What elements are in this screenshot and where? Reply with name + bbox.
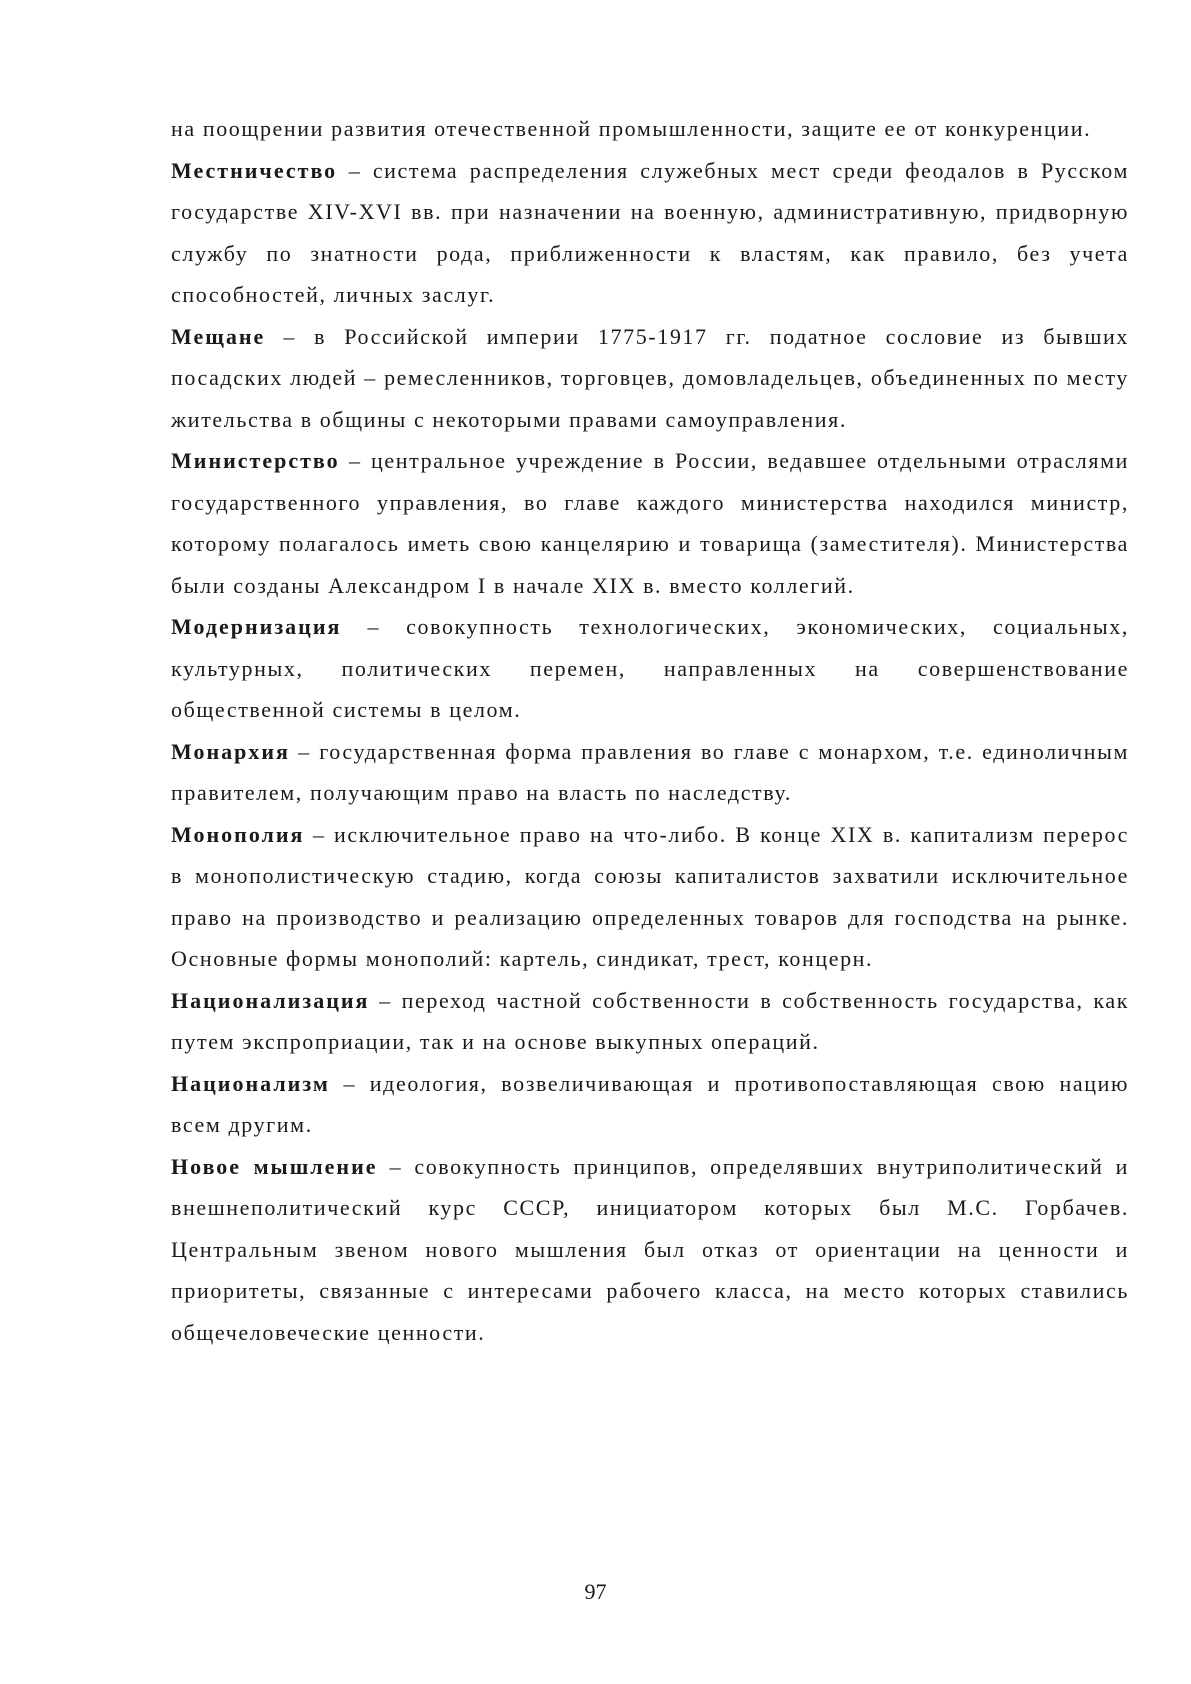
- glossary-definition: – переход частной собственности в собственность государства, как путем экспроприации, так и на основе выкупных операций.: [171, 987, 1129, 1054]
- document-body: [171, 108, 1129, 1353]
- glossary-definition: – совокупность принципов, определявших внутриполитический и внешнеполитический курс СССР, инициатором которых был М.С. Горбачев. Центральным звеном нового мышления был отказ от ориентации на ценности и приоритеты, связанные с интересами рабочего класса, на место которых ставились общечеловеческие ценности.: [171, 1153, 1129, 1345]
- glossary-definition: – исключительное право на что-либо. В конце XIX в. капитализм перерос в монополистическую стадию, когда союзы капиталистов захватили исключительное право на производство и реализацию определенных товаров для господства на рынке. Основные формы монополий: картель, синдикат, трест, концерн.: [171, 821, 1129, 971]
- glossary-term: Монополия: [171, 821, 305, 847]
- glossary-entry: [171, 1063, 1129, 1146]
- glossary-entry: [171, 150, 1129, 316]
- glossary-entry: [171, 814, 1129, 980]
- glossary-term: Мещане: [171, 323, 266, 349]
- glossary-entry: [171, 1146, 1129, 1354]
- glossary-term: Местничество: [171, 157, 338, 183]
- glossary-entry: [171, 980, 1129, 1063]
- glossary-definition: на поощрении развития отечественной промышленности, защите ее от конкуренции.: [171, 116, 1092, 141]
- glossary-entry: [171, 440, 1129, 606]
- glossary-definition: – идеология, возвеличивающая и противопоставляющая свою нацию всем другим.: [171, 1070, 1129, 1137]
- glossary-entry: [171, 731, 1129, 814]
- glossary-definition: – система распределения служебных мест среди феодалов в Русском государстве XIV-XVI вв. при назначении на военную, административную, придворную службу по знатности рода, приближенности к властям, как правило, без учета способностей, личных заслуг.: [171, 157, 1129, 307]
- glossary-entry: [171, 316, 1129, 441]
- glossary-entry: [171, 108, 1129, 150]
- glossary-definition: – совокупность технологических, экономических, социальных, культурных, политических перемен, направленных на совершенствование общественной системы в целом.: [171, 614, 1129, 722]
- glossary-term: Монархия: [171, 738, 290, 764]
- glossary-definition: – государственная форма правления во главе с монархом, т.е. единоличным правителем, получающим право на власть по наследству.: [171, 738, 1129, 805]
- glossary-term: Национализация: [171, 987, 370, 1013]
- glossary-definition: – центральное учреждение в России, ведавшее отдельными отраслями государственного управления, во главе каждого министерства находился министр, которому полагалось иметь свою канцелярию и товарища (заместителя). Министерства были созданы Александром I в начале XIX в. вместо коллегий.: [171, 448, 1129, 598]
- glossary-definition: – в Российской империи 1775-1917 гг. податное сословие из бывших посадских людей – ремесленников, торговцев, домовладельцев, объединенных по месту жительства в общины с некоторыми правами самоуправления.: [171, 323, 1129, 432]
- page-number: 97: [584, 1579, 607, 1604]
- glossary-term: Министерство: [171, 448, 340, 473]
- glossary-term: Новое мышление: [171, 1153, 378, 1179]
- glossary-term: Национализм: [171, 1070, 330, 1096]
- glossary-term: Модернизация: [171, 614, 342, 639]
- glossary-entry: [171, 606, 1129, 731]
